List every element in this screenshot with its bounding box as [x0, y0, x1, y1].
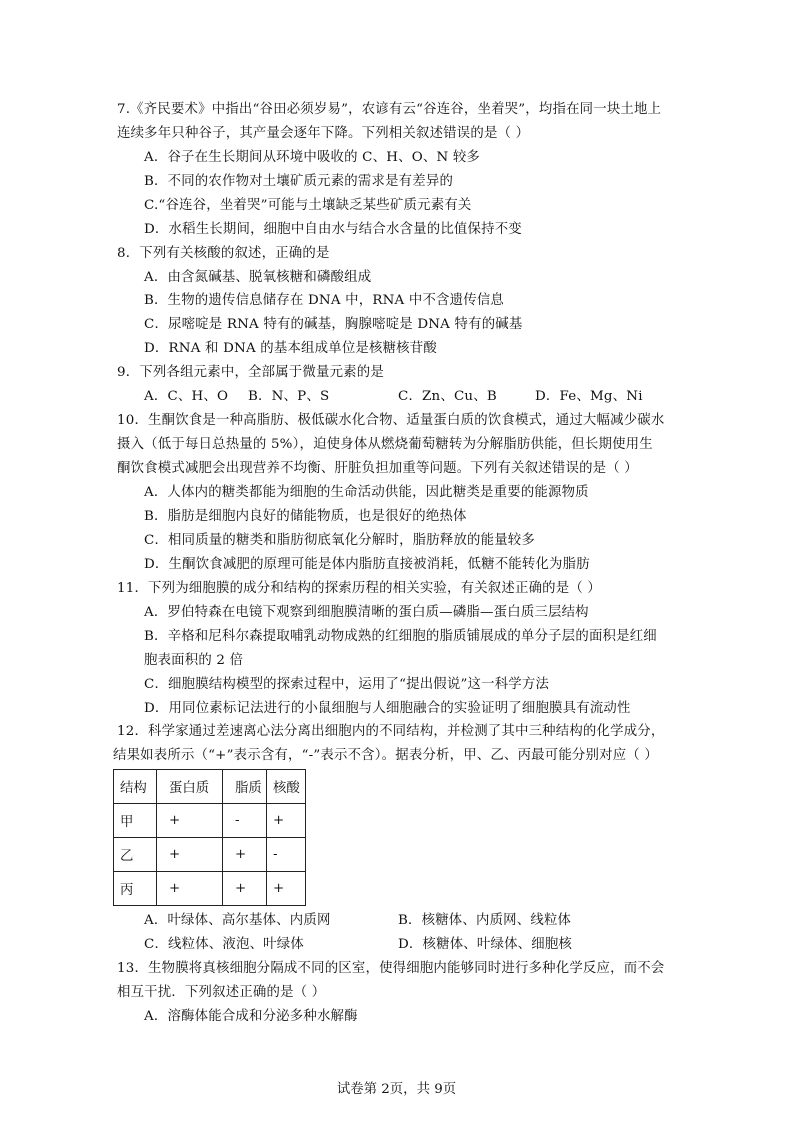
table-cell: 丙	[114, 872, 157, 906]
table-cell: 甲	[114, 804, 157, 838]
q12-option-c: C．线粒体、液泡、叶绿体	[144, 937, 304, 952]
q11-stem: 11．下列为细胞膜的成分和结构的探索历程的相关实验，有关叙述正确的是（ ）	[117, 581, 601, 596]
q10-option-a: A．人体内的糖类都能为细胞的生命活动供能，因此糖类是重要的能源物质	[144, 485, 589, 500]
table-header-cell: 结构	[114, 770, 157, 804]
table-cell: +	[223, 838, 267, 872]
q10-stem-line3: 酮饮食模式减肥会出现营养不均衡、肝脏负担加重等问题。下列有关叙述错误的是（ ）	[117, 461, 638, 476]
q10-option-c: C．相同质量的糖类和脂肪彻底氧化分解时，脂肪释放的能量较多	[144, 533, 535, 548]
table-cell: -	[223, 804, 267, 838]
table-cell: +	[223, 872, 267, 906]
table-header-cell: 脂质	[223, 770, 267, 804]
page-footer: 试卷第 2页，共 9页	[336, 1082, 457, 1097]
table-header-cell: 核酸	[267, 770, 306, 804]
q8-option-b: B．生物的遗传信息储存在 DNA 中，RNA 中不含遗传信息	[144, 293, 505, 308]
table-cell: -	[267, 838, 306, 872]
q10-option-b: B．脂肪是细胞内良好的储能物质，也是很好的绝热体	[144, 509, 467, 524]
q11-option-c: C．细胞膜结构模型的探索过程中，运用了“提出假说”这一科学方法	[144, 677, 550, 692]
q7-option-d: D．水稻生长期间，细胞中自由水与结合水含量的比值保持不变	[144, 222, 522, 237]
q10-stem-line2: 摄入（低于每日总热量的 5%），迫使身体从燃烧葡萄糖转为分解脂肪供能，但长期使用生	[117, 437, 653, 452]
q7-stem-line2: 连续多年只种谷子，其产量会逐年下降。下列相关叙述错误的是（ ）	[117, 126, 530, 141]
q9-option-d: D．Fe、Mg、Ni	[535, 389, 643, 404]
q12-stem-line2: 结果如表所示（“+”表示含有，“-”表示不含）。据表分析，甲、乙、丙最可能分别对应（ ）	[113, 748, 658, 763]
q9-stem: 9．下列各组元素中，全部属于微量元素的是	[117, 365, 384, 380]
table-header-row	[114, 770, 306, 804]
table-cell: +	[267, 804, 306, 838]
q11-option-b-line2: 胞表面积的 2 倍	[144, 653, 244, 668]
q12-option-b: B．核糖体、内质网、线粒体	[398, 913, 572, 928]
q7-stem-line1: 7.《齐民要术》中指出“谷田必须岁易”，农谚有云“谷连谷，坐着哭”，均指在同一块土地上	[117, 102, 662, 117]
table-cell: +	[157, 804, 223, 838]
q7-option-b: B．不同的农作物对土壤矿质元素的需求是有差异的	[144, 174, 454, 189]
q7-option-c: C.“谷连谷，坐着哭”可能与土壤缺乏某些矿质元素有关	[144, 198, 472, 213]
q12-stem-line1: 12．科学家通过差速离心法分离出细胞内的不同结构，并检测了其中三种结构的化学成分，	[117, 724, 665, 739]
q12-option-d: D．核糖体、叶绿体、细胞核	[398, 937, 573, 952]
table-header-cell: 蛋白质	[157, 770, 223, 804]
q8-option-d: D．RNA 和 DNA 的基本组成单位是核糖核苷酸	[144, 341, 437, 356]
q12-table	[113, 769, 306, 906]
q13-option-a: A．溶酶体能合成和分泌多种水解酶	[144, 1009, 358, 1024]
q8-stem: 8．下列有关核酸的叙述，正确的是	[117, 246, 330, 261]
q10-option-d: D．生酮饮食减肥的原理可能是体内脂肪直接被消耗，低糖不能转化为脂肪	[144, 557, 590, 572]
table-cell: 乙	[114, 838, 157, 872]
q11-option-a: A．罗伯特森在电镜下观察到细胞膜清晰的蛋白质—磷脂—蛋白质三层结构	[144, 605, 589, 620]
q10-stem-line1: 10．生酮饮食是一种高脂肪、极低碳水化合物、适量蛋白质的饮食模式，通过大幅减少碳水	[117, 413, 665, 428]
q8-option-c: C．尿嘧啶是 RNA 特有的碱基，胸腺嘧啶是 DNA 特有的碱基	[144, 317, 523, 332]
table-row	[114, 872, 306, 906]
q13-stem-line2: 相互干扰．下列叙述正确的是（ ）	[117, 985, 326, 1000]
q11-option-b-line1: B．辛格和尼科尔森提取哺乳动物成熟的红细胞的脂质铺展成的单分子层的面积是红细	[144, 629, 657, 644]
q7-option-a: A．谷子在生长期间从环境中吸收的 C、H、O、N 较多	[144, 150, 481, 165]
table-row	[114, 804, 306, 838]
table-cell: +	[267, 872, 306, 906]
table-cell: +	[157, 838, 223, 872]
table-cell: +	[157, 872, 223, 906]
q13-stem-line1: 13．生物膜将真核细胞分隔成不同的区室，使得细胞内能够同时进行多种化学反应，而不会	[117, 961, 665, 976]
q11-option-d: D．用同位素标记法进行的小鼠细胞与人细胞融合的实验证明了细胞膜具有流动性	[144, 701, 631, 716]
q8-option-a: A．由含氮碱基、脱氧核糖和磷酸组成	[144, 270, 372, 285]
q9-option-b: B．N、P、S	[248, 389, 330, 404]
q9-option-a: A．C、H、O	[144, 389, 229, 404]
table-row	[114, 838, 306, 872]
q9-option-c: C．Zn、Cu、B	[398, 389, 497, 404]
q12-option-a: A．叶绿体、高尔基体、内质网	[144, 913, 331, 928]
